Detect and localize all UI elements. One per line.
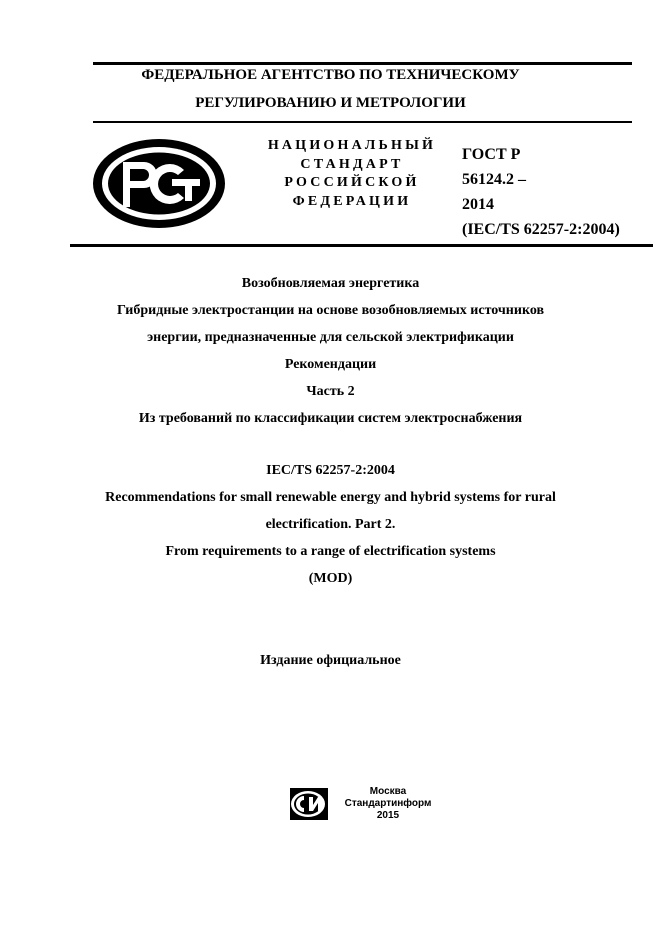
gost-designation [462, 142, 657, 242]
publisher-logo [287, 786, 333, 822]
rst-logo [92, 138, 228, 229]
top-rule [93, 62, 632, 65]
gost-line-2: 56124.2 – [462, 171, 526, 188]
rst-mark-icon [92, 138, 228, 229]
edition-label: Издание официальное [260, 653, 401, 668]
std-line-3: РОССИЙСКОЙ [284, 175, 420, 190]
title-ru-line-2: Гибридные электростанции на основе возобновляемых источников [116, 303, 545, 318]
title-en-code: IEC/TS 62257-2:2004 [266, 463, 395, 478]
agency-line-1: ФЕДЕРАЛЬНОЕ АГЕНТСТВО ПО ТЕХНИЧЕСКОМУ [141, 67, 520, 83]
gost-line-4: (IEC/TS 62257-2:2004) [462, 221, 620, 238]
designation-rule [70, 244, 653, 247]
title-ru-line-3: энергии, предназначенные для сельской электрификации [147, 330, 514, 345]
national-standard-block [262, 137, 442, 211]
std-line-4: ФЕДЕРАЦИИ [292, 193, 412, 209]
header-rule [93, 121, 632, 123]
title-ru-line-1: Возобновляемая энергетика [241, 276, 420, 291]
title-en-line-3: From requirements to a range of electrification systems [165, 544, 496, 559]
std-line-2: СТАНДАРТ [300, 156, 404, 172]
agency-line-2: РЕГУЛИРОВАНИЮ И МЕТРОЛОГИИ [195, 95, 466, 111]
publisher-block [333, 786, 443, 822]
title-ru-line-5: Часть 2 [306, 384, 355, 399]
gost-line-1: ГОСТ Р [462, 146, 521, 163]
title-ru-line-4: Рекомендации [284, 357, 377, 372]
gost-line-3: 2014 [462, 196, 494, 213]
publisher-name: Стандартинформ [344, 798, 432, 809]
std-line-1: НАЦИОНАЛЬНЫЙ [267, 138, 437, 153]
title-en-line-1: Recommendations for small renewable energy and hybrid systems for rural [105, 490, 556, 505]
title-en-line-4: (MOD) [308, 571, 353, 586]
publisher-city: Москва [369, 786, 407, 797]
publisher-year: 2015 [376, 810, 400, 821]
title-en-line-2: electrification. Part 2. [265, 517, 396, 532]
standartinform-logo-icon [287, 786, 333, 822]
title-ru-line-6: Из требований по классификации систем электроснабжения [138, 411, 523, 426]
